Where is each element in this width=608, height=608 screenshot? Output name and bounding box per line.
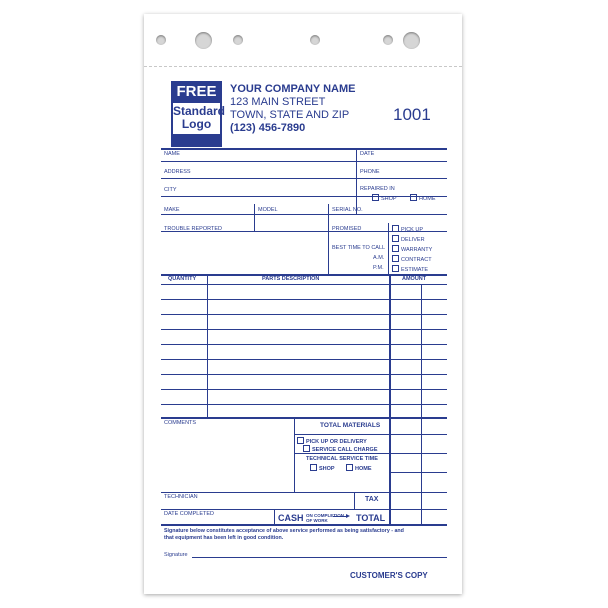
quantity-header: QUANTITY	[168, 276, 197, 282]
deliver-option[interactable]: DELIVER	[392, 235, 425, 243]
checkbox-icon	[410, 194, 417, 201]
estimate-option[interactable]: ESTIMATE	[392, 265, 428, 273]
perforation-line	[144, 66, 462, 67]
warranty-option[interactable]: WARRANTY	[392, 245, 432, 253]
contract-option[interactable]: CONTRACT	[392, 255, 432, 263]
phone-label: PHONE	[360, 169, 380, 175]
pick-up-option[interactable]: PICK UP	[392, 225, 423, 233]
punch-hole-3	[233, 35, 243, 45]
amount-header: AMOUNT	[402, 276, 427, 282]
date-completed-label: DATE COMPLETED	[164, 511, 215, 517]
pickup-delivery-option[interactable]: PICK UP OR DELIVERY	[297, 437, 367, 445]
arrow-head-icon	[346, 514, 350, 518]
date-label: DATE	[360, 151, 375, 157]
total-materials-label: TOTAL MATERIALS	[320, 422, 381, 429]
checkbox-icon	[392, 235, 399, 242]
comments-label: COMMENTS	[164, 420, 197, 426]
punch-hole-6	[403, 32, 420, 49]
logo-line-1: FREE	[176, 83, 217, 100]
am-label: A.M.	[373, 255, 385, 261]
disclaimer-line-1: Signature below constitutes acceptance of above service performed as being satisfactory - and	[164, 528, 404, 534]
of-work-label: OF WORK	[306, 518, 328, 523]
company-name: YOUR COMPANY NAME	[230, 83, 356, 95]
pm-label: P.M.	[373, 265, 384, 271]
tech-shop-option[interactable]: SHOP	[310, 464, 335, 472]
punch-hole-2	[195, 32, 212, 49]
checkbox-icon	[372, 194, 379, 201]
punch-hole-4	[310, 35, 320, 45]
repaired-shop-option[interactable]: SHOP	[372, 194, 397, 202]
checkbox-icon	[392, 255, 399, 262]
checkbox-icon	[310, 464, 317, 471]
tech-home-option[interactable]: HOME	[346, 464, 372, 472]
repaired-home-option[interactable]: HOME	[410, 194, 436, 202]
arrow-right-icon	[333, 516, 347, 517]
customers-copy-label: CUSTOMER'S COPY	[350, 571, 428, 580]
signature-label: Signature	[164, 552, 188, 558]
make-label: MAKE	[164, 207, 180, 213]
service-form	[144, 14, 462, 594]
signature-line[interactable]	[192, 557, 447, 558]
tech-time-label: TECHNICAL SERVICE TIME	[306, 456, 378, 462]
checkbox-icon	[392, 245, 399, 252]
punch-hole-1	[156, 35, 166, 45]
on-completion-label: ON COMPLETION	[306, 513, 344, 518]
company-city: TOWN, STATE AND ZIP	[230, 109, 350, 121]
logo-line-2: Standard Logo	[173, 103, 220, 134]
company-street: 123 MAIN STREET	[230, 96, 326, 108]
total-label: TOTAL	[356, 513, 386, 523]
service-call-option[interactable]: SERVICE CALL CHARGE	[303, 445, 378, 453]
checkbox-icon	[392, 265, 399, 272]
cash-label: CASH	[278, 513, 304, 523]
address-label: ADDRESS	[164, 169, 191, 175]
serial-label: SERIAL NO.	[332, 207, 363, 213]
checkbox-icon	[303, 445, 310, 452]
punch-hole-5	[383, 35, 393, 45]
best-time-label: BEST TIME TO CALL	[332, 245, 386, 251]
name-label: NAME	[164, 151, 180, 157]
checkbox-icon	[346, 464, 353, 471]
company-phone: (123) 456-7890	[230, 122, 306, 134]
technician-label: TECHNICIAN	[164, 494, 198, 500]
city-label: CITY	[164, 187, 177, 193]
model-label: MODEL	[258, 207, 278, 213]
trouble-label: TROUBLE REPORTED	[164, 226, 222, 232]
disclaimer-line-2: that equipment has been left in good condition.	[164, 535, 284, 541]
form-number: 1001	[393, 105, 431, 124]
checkbox-icon	[392, 225, 399, 232]
company-logo	[171, 81, 226, 147]
checkbox-icon	[297, 437, 304, 444]
parts-header: PARTS DESCRIPTION	[262, 276, 320, 282]
repaired-in-label: REPAIRED IN	[360, 186, 395, 192]
promised-label: PROMISED	[332, 226, 362, 232]
tax-label: TAX	[365, 496, 379, 503]
